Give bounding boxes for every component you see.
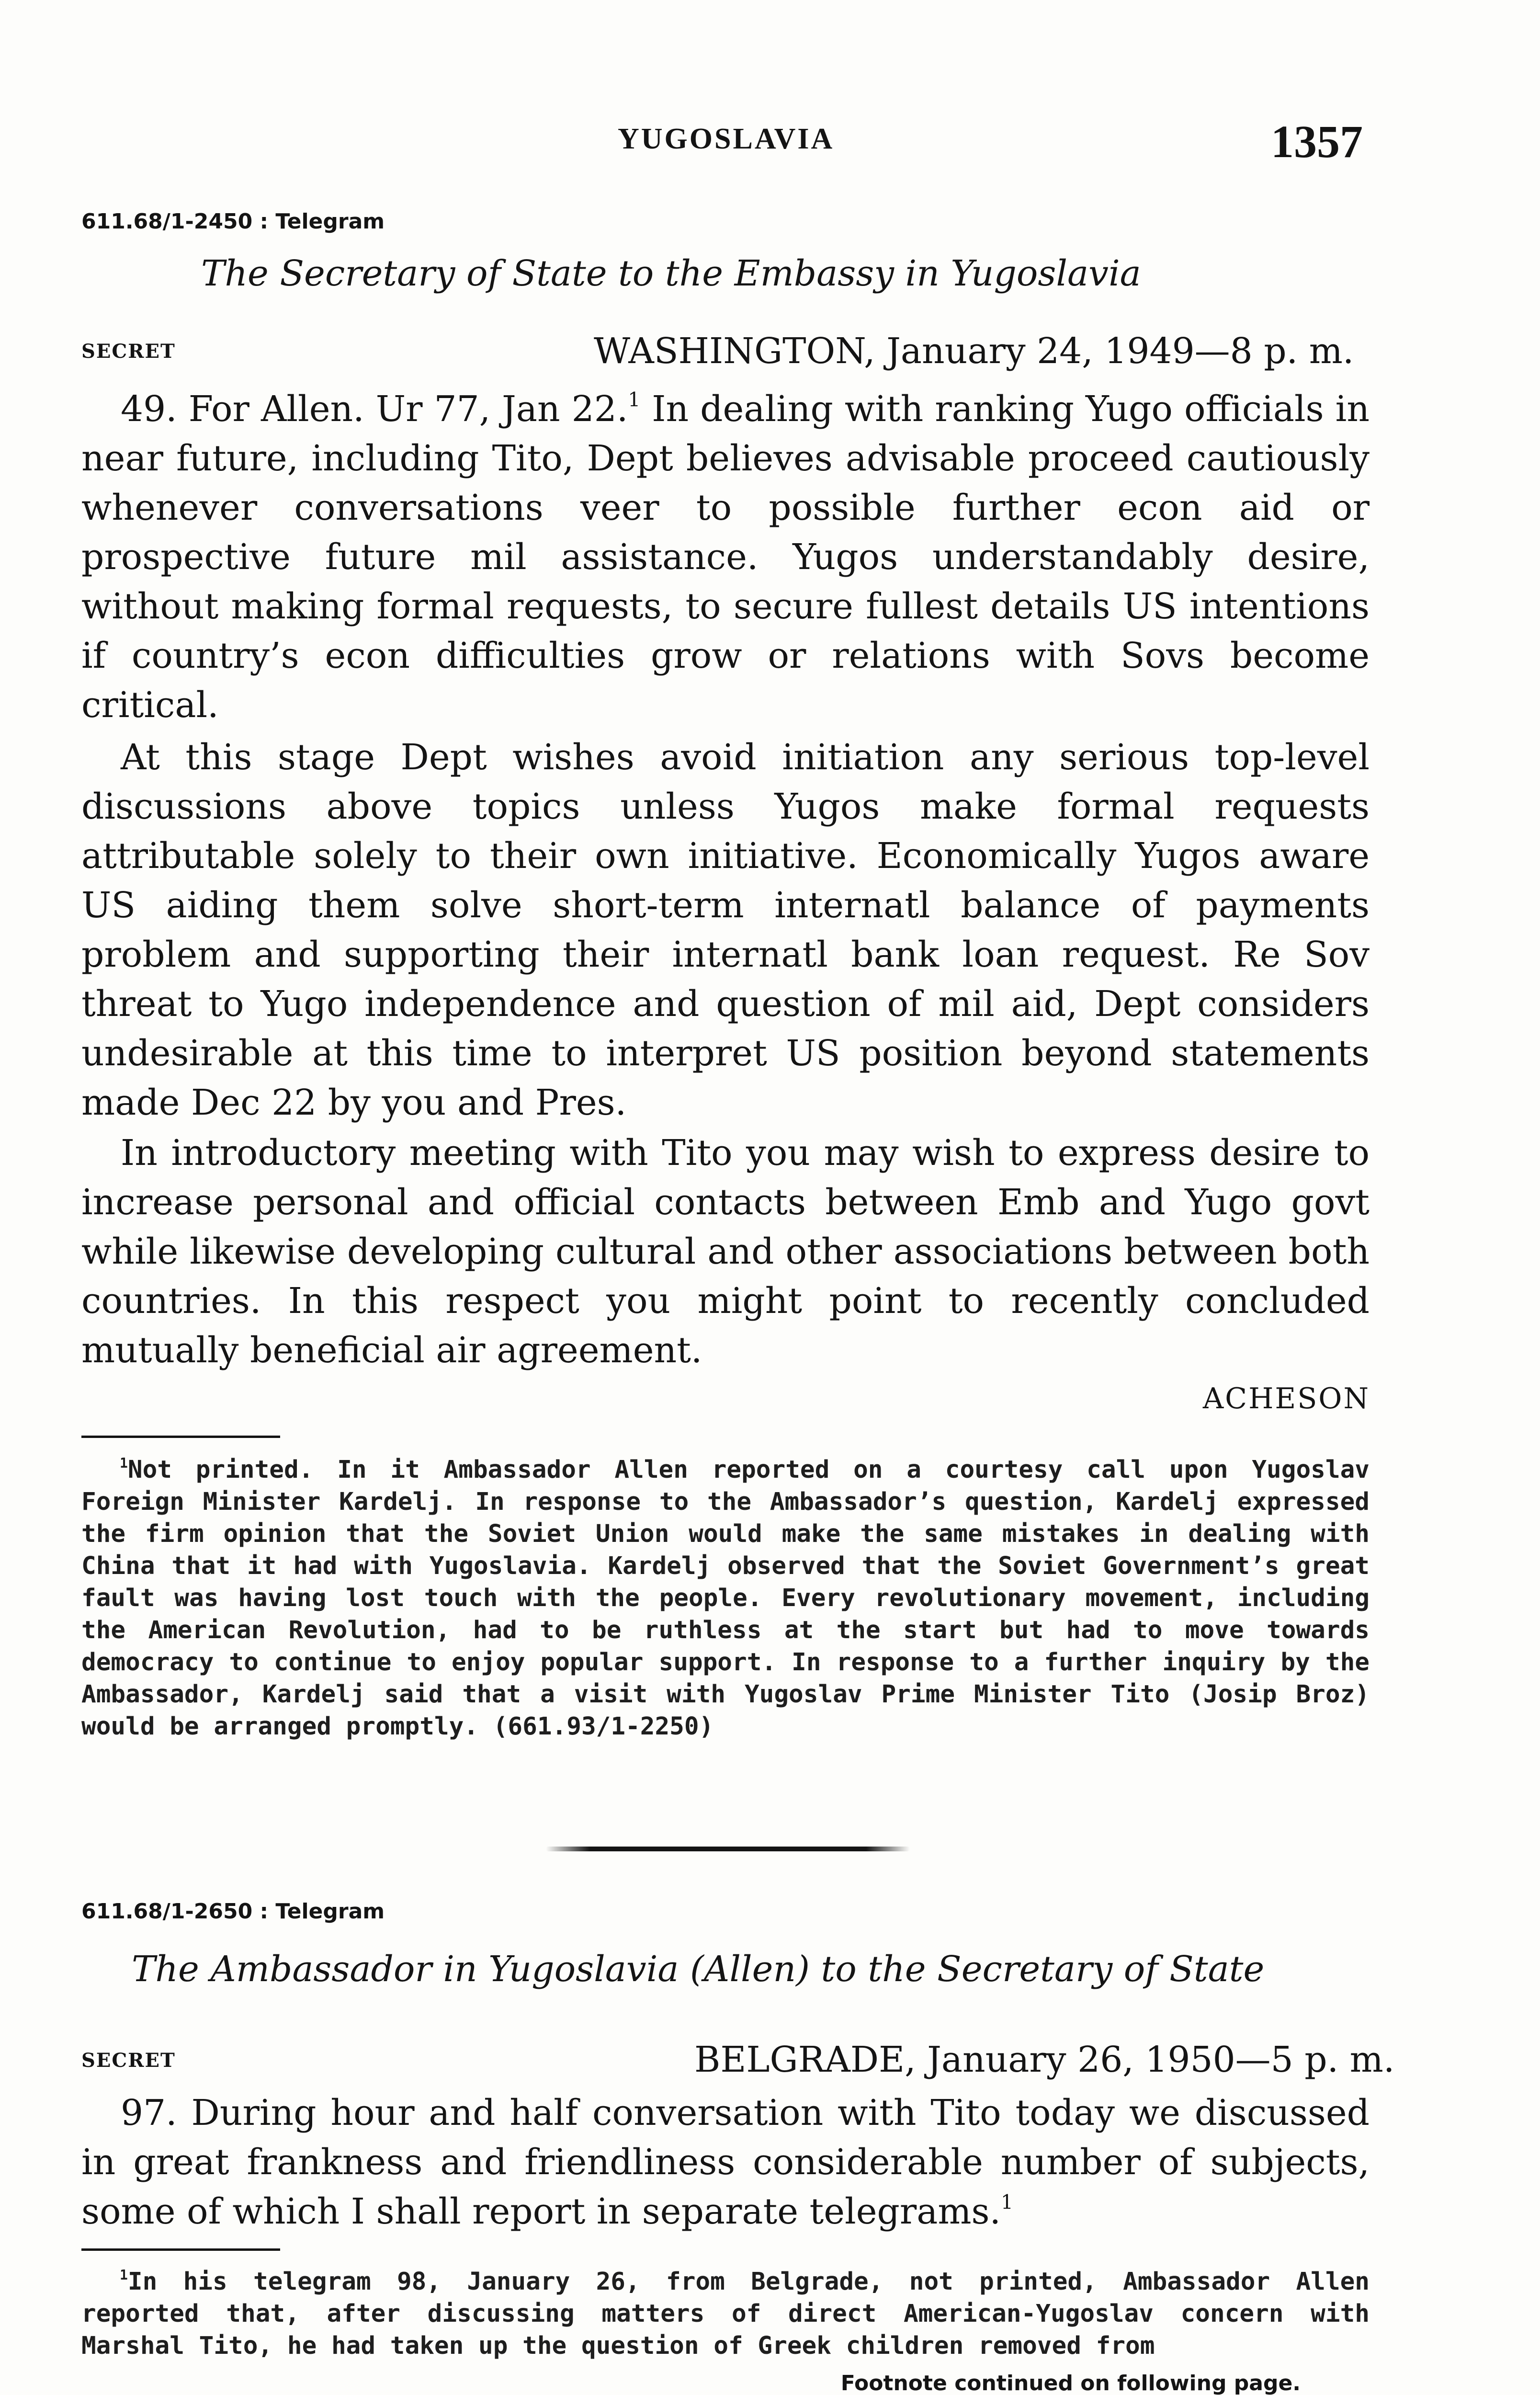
file-reference: 611.68/1-2650 : Telegram bbox=[81, 1899, 385, 1924]
footnote: $^1$In his telegram 98, January 26, from Belgrade, not printed, Ambassador Allen reported that, after discussing matters of direct American-Yugoslav concern with Marshal Tito, he had taken up the question of Greek children removed from bbox=[81, 2267, 1370, 2360]
signature: ACHESON bbox=[1202, 1382, 1370, 1415]
document-title: The Ambassador in Yugoslavia (Allen) to the Secretary of State bbox=[132, 1949, 1265, 1990]
section-divider bbox=[546, 1847, 910, 1851]
body-paragraph: At this stage Dept wishes avoid initiation any serious top-level discussions above topics unless Yugos make formal requests attributable solely to their own initiative. Economically Yugos aware US aiding them solve short-term internatl balance of payments problem and supporting their internatl bank loan request. Re Sov threat to Yugo independence and question of mil aid, Dept considers undesirable at this time to interpret US position beyond statements made Dec 22 by you and Pres. bbox=[81, 737, 1370, 1123]
footnote-marker: 1 bbox=[120, 2267, 128, 2283]
body-paragraph: In introductory meeting with Tito you may wish to express desire to increase personal and official contacts between Emb and Yugo govt while likewise developing cultural and other associations between both countries. In this respect you might point to recently concluded mutually beneficial air agreement. bbox=[81, 1132, 1370, 1371]
footnote: $^1$Not printed. In it Ambassador Allen reported on a courtesy call upon Yugoslav Foreign Minister Kardelj. In response to the Ambassador’s question, Kardelj expressed the firm opinion that the Soviet Union would make the same mistakes in dealing with China that it had with Yugoslavia. Kardelj observed that the Soviet Government’s great fault was having lost touch with the people. Every revolutionary movement, including the American Revolution, had to be ruthless at the start but had to move towards democracy to continue to enjoy popular support. In response to a further inquiry by the Ambassador, Kardelj said that a visit with Yugoslav Prime Minister Tito (Josip Broz) would be arranged promptly. (661.93/1-2250) bbox=[81, 1455, 1370, 1741]
footnote-marker: 1 bbox=[1001, 2190, 1013, 2214]
classification-label: SECRET bbox=[81, 340, 176, 363]
running-head: YUGOSLAVIA bbox=[618, 123, 835, 155]
page-number: 1357 bbox=[1271, 116, 1363, 167]
footnote-marker: 1 bbox=[628, 388, 641, 411]
file-reference: 611.68/1-2450 : Telegram bbox=[81, 209, 385, 234]
classification-label: SECRET bbox=[81, 2049, 176, 2072]
footnote-marker: 1 bbox=[120, 1455, 128, 1471]
body-paragraph: 97. During hour and half conversation with Tito today we discussed in great frankness and friendliness considerable number of subjects, some of which I shall report in separate telegrams.$^1$ bbox=[81, 2092, 1370, 2232]
footnote-rule bbox=[81, 1436, 280, 1438]
footnote-rule bbox=[81, 2248, 280, 2251]
dateline: BELGRADE, January 26, 1950—5 p. m. bbox=[694, 2039, 1395, 2080]
document-title: The Secretary of State to the Embassy in Yugoslavia bbox=[201, 253, 1141, 294]
dateline: WASHINGTON, January 24, 1949—8 p. m. bbox=[594, 331, 1354, 372]
body-paragraph: 49. For Allen. Ur 77, Jan 22.$^1$ In dealing with ranking Yugo officials in near future, including Tito, Dept believes advisable proceed cautiously whenever conversations veer to possible further econ aid or prospective future mil assistance. Yugos understandably desire, without making formal requests, to secure fullest details US intentions if country’s econ difficulties grow or relations with Sovs become critical. bbox=[81, 388, 1370, 726]
footnote-continued-note: Footnote continued on following page. bbox=[840, 2371, 1301, 2395]
